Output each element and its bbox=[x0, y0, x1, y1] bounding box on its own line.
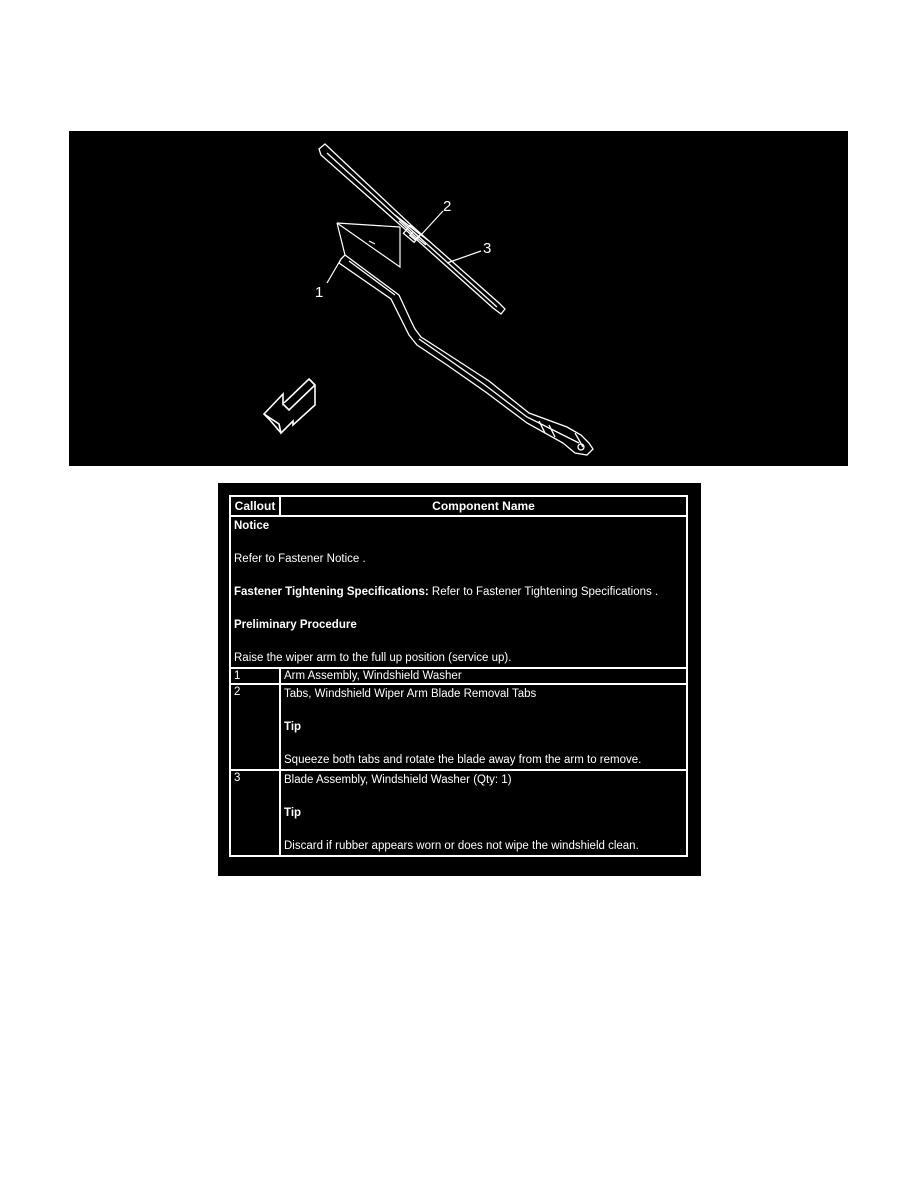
fastener-spec-text: Refer to Fastener Tightening Specifications . bbox=[428, 586, 659, 598]
notice-cell bbox=[230, 516, 687, 668]
procedure-text: Raise the wiper arm to the full up position (service up). bbox=[234, 652, 512, 664]
callout-table-frame bbox=[218, 483, 701, 876]
connector-lines bbox=[337, 223, 400, 267]
callout-2-leader bbox=[421, 211, 443, 235]
row-2-callout: 2 bbox=[230, 684, 280, 770]
row-1-name: Arm Assembly, Windshield Washer bbox=[280, 668, 687, 684]
row-3-name: Blade Assembly, Windshield Washer (Qty: 1) bbox=[284, 774, 512, 786]
header-callout: Callout bbox=[230, 496, 280, 516]
procedure-heading: Preliminary Procedure bbox=[234, 619, 357, 631]
row-1-callout: 1 bbox=[230, 668, 280, 684]
wiper-illustration bbox=[69, 131, 848, 466]
direction-arrow-icon bbox=[264, 379, 315, 433]
wiper-blade bbox=[319, 144, 505, 314]
callout-1-label: 1 bbox=[315, 284, 324, 301]
callout-table bbox=[229, 495, 688, 857]
row-2-name: Tabs, Windshield Wiper Arm Blade Removal Tabs bbox=[284, 688, 537, 700]
row-3-callout: 3 bbox=[230, 770, 280, 856]
row-2-tip-label: Tip bbox=[284, 721, 302, 733]
table-row bbox=[230, 668, 687, 684]
row-2-body bbox=[280, 684, 687, 770]
fastener-spec-line bbox=[234, 584, 683, 600]
callout-3-leader bbox=[447, 251, 481, 263]
row-2-tip-text: Squeeze both tabs and rotate the blade away from the arm to remove. bbox=[284, 754, 642, 766]
row-3-body bbox=[280, 770, 687, 856]
table-row bbox=[230, 770, 687, 856]
header-component-name: Component Name bbox=[280, 496, 687, 516]
callout-3-label: 3 bbox=[483, 240, 492, 257]
callout-1-leader bbox=[327, 259, 341, 283]
fastener-spec-label: Fastener Tightening Specifications: bbox=[234, 586, 429, 598]
row-3-tip-label: Tip bbox=[284, 807, 302, 819]
callout-2-label: 2 bbox=[443, 198, 452, 215]
table-row bbox=[230, 684, 687, 770]
row-3-tip-text: Discard if rubber appears worn or does not wipe the windshield clean. bbox=[284, 840, 639, 852]
wiper-arm bbox=[339, 255, 593, 455]
notice-heading: Notice bbox=[234, 520, 270, 532]
wiper-diagram bbox=[69, 131, 848, 466]
table-header-row bbox=[230, 496, 687, 516]
notice-text: Refer to Fastener Notice . bbox=[234, 553, 366, 565]
notice-row bbox=[230, 516, 687, 668]
